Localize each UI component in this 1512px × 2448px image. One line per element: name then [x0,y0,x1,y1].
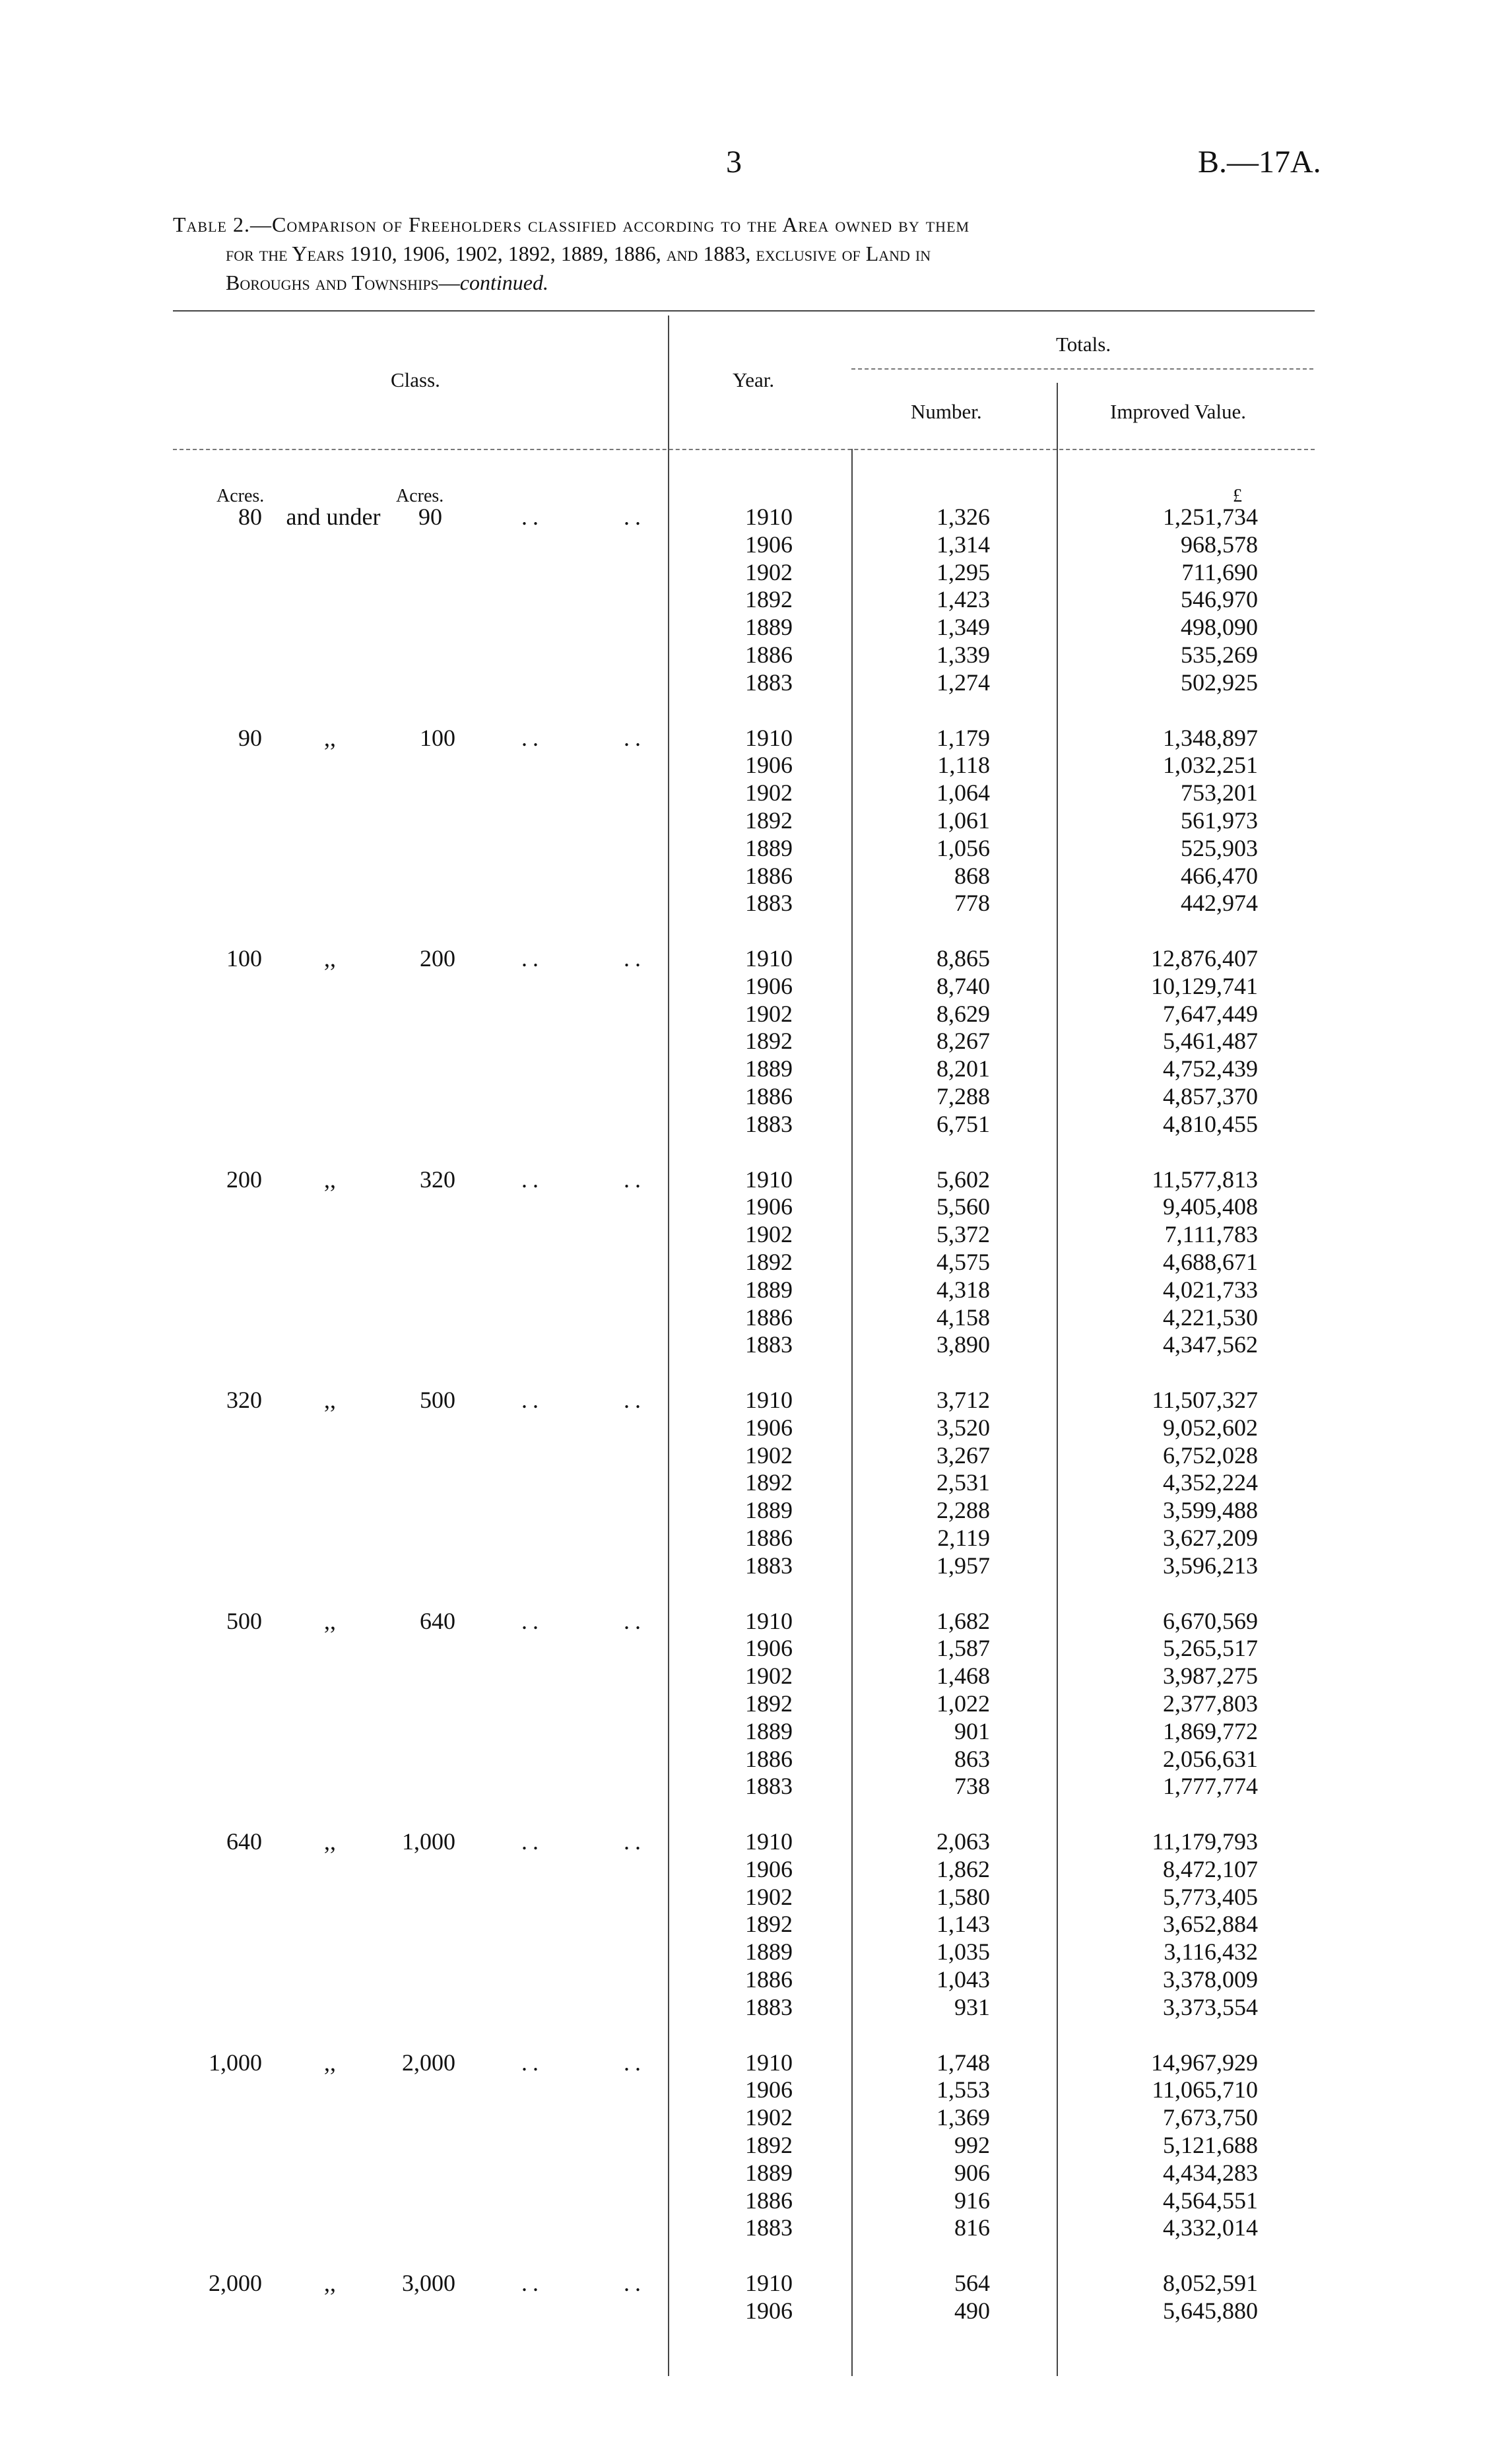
class-to: 100 [420,724,455,751]
number-cell: 1,179 [937,724,990,751]
year-cell: 1883 [745,1773,793,1800]
leader-dots: .. [624,1828,646,1855]
year-cell: 1889 [745,1055,793,1082]
year-cell: 1883 [745,1110,793,1137]
number-cell: 1,580 [937,1883,990,1910]
year-cell: 1886 [745,1083,793,1109]
number-cell: 1,274 [937,669,990,696]
improved-value-cell: 4,810,455 [1163,1110,1258,1137]
number-cell: 4,158 [937,1304,990,1331]
number-cell: 3,890 [937,1331,990,1358]
year-cell: 1910 [745,2270,793,2296]
improved-value-cell: 1,869,772 [1163,1717,1258,1744]
class-from: 100 [226,945,262,972]
year-cell: 1902 [745,2104,793,2131]
improved-value-cell: 4,857,370 [1163,1083,1258,1109]
year-cell: 1892 [745,2131,793,2158]
class-header: Class. [391,368,440,391]
number-cell: 738 [954,1773,990,1800]
year-cell: 1910 [745,504,793,530]
year-cell: 1889 [745,1497,793,1524]
improved-value-cell: 3,599,488 [1163,1497,1258,1524]
number-cell: 6,751 [937,1110,990,1137]
class-separator: ,, [324,1166,336,1193]
number-cell: 1,553 [937,2076,990,2103]
caption-continued: continued. [459,271,548,294]
improved-value-cell: 5,645,880 [1163,2297,1258,2324]
improved-value-cell: 3,652,884 [1163,1911,1258,1938]
leader-dots: .. [521,504,544,530]
improved-value-cell: 9,052,602 [1163,1414,1258,1441]
improved-value-cell: 4,332,014 [1163,2214,1258,2241]
caption-line-3 [173,268,1348,297]
year-cell: 1906 [745,1193,793,1220]
improved-value-cell: 2,377,803 [1163,1690,1258,1717]
class-from: 2,000 [209,2270,262,2296]
leader-dots: .. [521,1387,544,1413]
number-cell: 8,267 [937,1028,990,1055]
number-cell: 1,061 [937,807,990,834]
improved-value-cell: 12,876,407 [1151,945,1258,972]
year-cell: 1889 [745,2159,793,2186]
improved-value-cell: 9,405,408 [1163,1193,1258,1220]
class-separator: ,, [324,1828,336,1855]
improved-value-cell: 4,564,551 [1163,2187,1258,2214]
year-header: Year. [733,368,775,391]
number-cell: 4,318 [937,1276,990,1303]
improved-value-cell: 4,434,283 [1163,2159,1258,2186]
class-to: 200 [420,945,455,972]
table-caption [173,210,1348,297]
improved-value-cell: 502,925 [1181,669,1258,696]
year-cell: 1902 [745,1221,793,1248]
improved-value-cell: 5,773,405 [1163,1883,1258,1910]
improved-value-cell: 5,265,517 [1163,1635,1258,1662]
year-cell: 1883 [745,1552,793,1579]
improved-value-cell: 3,116,432 [1164,1938,1258,1966]
leader-dots: .. [624,945,646,972]
year-cell: 1883 [745,1331,793,1358]
number-header: Number. [911,400,982,423]
number-cell: 5,560 [937,1193,990,1220]
header-bottom-rule [173,449,1315,450]
number-cell: 1,035 [937,1938,990,1966]
number-cell: 5,602 [937,1166,990,1193]
improved-value-cell: 8,052,591 [1163,2270,1258,2296]
number-cell: 2,063 [937,1828,990,1855]
number-cell: 1,957 [937,1552,990,1579]
number-cell: 1,748 [937,2049,990,2076]
improved-value-cell: 5,121,688 [1163,2131,1258,2158]
year-cell: 1910 [745,1166,793,1193]
table-top-rule [173,310,1315,312]
number-cell: 3,520 [937,1414,990,1441]
year-cell: 1910 [745,2049,793,2076]
caption-line-1: Table 2.—Comparison of Freeholders classified according to the Area owned by them [173,213,970,236]
acres-unit-left: Acres. [216,486,265,506]
leader-dots: .. [624,1387,646,1413]
year-cell: 1886 [745,862,793,889]
improved-value-cell: 4,352,224 [1163,1469,1258,1496]
improved-value-cell: 561,973 [1181,807,1258,834]
number-cell: 1,118 [937,752,990,779]
leader-dots: .. [521,2049,544,2076]
number-cell: 906 [954,2159,990,2186]
class-to: 640 [420,1607,455,1634]
class-separator: ,, [324,2049,336,2076]
improved-value-cell: 968,578 [1181,531,1258,558]
year-cell: 1906 [745,1635,793,1662]
year-cell: 1889 [745,614,793,641]
year-cell: 1892 [745,1248,793,1275]
improved-value-cell: 4,752,439 [1163,1055,1258,1082]
class-from: 500 [226,1607,262,1634]
improved-value-cell: 7,647,449 [1163,1000,1258,1027]
class-separator: and under [286,504,381,530]
number-cell: 564 [954,2270,990,2296]
class-from: 320 [226,1387,262,1413]
year-cell: 1889 [745,1717,793,1744]
number-cell: 1,468 [937,1663,990,1690]
pound-unit: £ [1233,486,1242,506]
improved-value-cell: 6,752,028 [1163,1441,1258,1469]
year-cell: 1910 [745,1387,793,1413]
caption-line-2: for the Years 1910, 1906, 1902, 1892, 1889, 1886, and 1883, exclusive of Land in [226,242,931,265]
leader-dots: .. [521,1166,544,1193]
caption-line-3-prefix: Boroughs and Townships— [226,271,460,294]
leader-dots: .. [624,724,646,751]
year-cell: 1886 [745,1966,793,1993]
number-cell: 1,862 [937,1855,990,1882]
year-cell: 1910 [745,724,793,751]
number-cell: 4,575 [937,1248,990,1275]
number-cell: 8,629 [937,1000,990,1027]
year-cell: 1906 [745,2076,793,2103]
number-cell: 1,682 [937,1607,990,1634]
improved-value-cell: 3,378,009 [1163,1966,1258,1993]
year-cell: 1910 [745,1607,793,1634]
year-cell: 1886 [745,642,793,668]
number-cell: 816 [954,2214,990,2241]
improved-value-cell: 6,670,569 [1163,1607,1258,1634]
number-cell: 2,531 [937,1469,990,1496]
number-cell: 8,865 [937,945,990,972]
class-from: 1,000 [209,2049,262,2076]
class-to: 1,000 [402,1828,455,1855]
totals-underline [851,368,1313,370]
number-cell: 1,064 [937,779,990,807]
leader-dots: .. [521,945,544,972]
improved-value-cell: 466,470 [1181,862,1258,889]
year-cell: 1902 [745,779,793,807]
year-cell: 1892 [745,1911,793,1938]
number-cell: 1,043 [937,1966,990,1993]
improved-value-cell: 4,021,733 [1163,1276,1258,1303]
class-from: 640 [226,1828,262,1855]
class-separator: ,, [324,945,336,972]
number-cell: 2,288 [937,1497,990,1524]
year-cell: 1906 [745,972,793,999]
improved-value-cell: 498,090 [1181,614,1258,641]
number-cell: 901 [954,1717,990,1744]
improved-value-cell: 1,032,251 [1163,752,1258,779]
number-cell: 1,056 [937,834,990,861]
improved-value-cell: 2,056,631 [1163,1745,1258,1772]
number-cell: 992 [954,2131,990,2158]
year-cell: 1906 [745,531,793,558]
improved-value-cell: 546,970 [1181,586,1258,613]
year-cell: 1906 [745,752,793,779]
year-cell: 1906 [745,2297,793,2324]
class-to: 320 [420,1166,455,1193]
leader-dots: .. [521,724,544,751]
improved-value-cell: 14,967,929 [1151,2049,1258,2076]
class-from: 80 [238,504,262,530]
improved-value-cell: 11,577,813 [1152,1166,1258,1193]
year-cell: 1892 [745,807,793,834]
number-cell: 5,372 [937,1221,990,1248]
year-cell: 1902 [745,1000,793,1027]
number-cell: 490 [954,2297,990,2324]
number-cell: 1,587 [937,1635,990,1662]
year-number-divider [851,449,853,2376]
number-cell: 1,349 [937,614,990,641]
number-cell: 1,022 [937,1690,990,1717]
number-cell: 778 [954,890,990,917]
year-cell: 1892 [745,1028,793,1055]
year-cell: 1886 [745,2187,793,2214]
number-cell: 1,326 [937,504,990,530]
acres-unit-right: Acres. [396,486,444,506]
number-cell: 931 [954,1993,990,2020]
leader-dots: .. [624,504,646,530]
year-cell: 1892 [745,586,793,613]
improved-value-cell: 4,688,671 [1163,1248,1258,1275]
improved-value-header: Improved Value. [1110,400,1247,423]
number-cell: 916 [954,2187,990,2214]
number-cell: 8,740 [937,972,990,999]
leader-dots: .. [624,2270,646,2296]
year-cell: 1883 [745,1993,793,2020]
improved-value-cell: 3,373,554 [1163,1993,1258,2020]
year-cell: 1889 [745,1938,793,1966]
improved-value-cell: 4,347,562 [1163,1331,1258,1358]
class-from: 200 [226,1166,262,1193]
number-cell: 8,201 [937,1055,990,1082]
year-cell: 1889 [745,1276,793,1303]
class-separator: ,, [324,1607,336,1634]
totals-header: Totals. [1056,333,1111,356]
number-cell: 7,288 [937,1083,990,1109]
leader-dots: .. [624,1607,646,1634]
improved-value-cell: 7,673,750 [1163,2104,1258,2131]
improved-value-cell: 11,179,793 [1152,1828,1258,1855]
year-cell: 1910 [745,1828,793,1855]
class-separator: ,, [324,2270,336,2296]
leader-dots: .. [624,2049,646,2076]
number-cell: 3,267 [937,1441,990,1469]
improved-value-cell: 11,065,710 [1152,2076,1258,2103]
leader-dots: .. [521,1607,544,1634]
improved-value-cell: 753,201 [1181,779,1258,807]
improved-value-cell: 7,111,783 [1164,1221,1258,1248]
number-cell: 1,314 [937,531,990,558]
improved-value-cell: 4,221,530 [1163,1304,1258,1331]
number-cell: 1,369 [937,2104,990,2131]
number-cell: 1,339 [937,642,990,668]
year-cell: 1902 [745,1441,793,1469]
class-from: 90 [238,724,262,751]
year-cell: 1902 [745,1663,793,1690]
year-cell: 1883 [745,890,793,917]
year-cell: 1902 [745,558,793,585]
class-separator: ,, [324,724,336,751]
improved-value-cell: 1,251,734 [1163,504,1258,530]
class-to: 90 [418,504,442,530]
number-cell: 3,712 [937,1387,990,1413]
improved-value-cell: 5,461,487 [1163,1028,1258,1055]
number-cell: 863 [954,1745,990,1772]
number-cell: 1,423 [937,586,990,613]
improved-value-cell: 442,974 [1181,890,1258,917]
improved-value-cell: 11,507,327 [1152,1387,1258,1413]
number-cell: 868 [954,862,990,889]
improved-value-cell: 8,472,107 [1163,1855,1258,1882]
year-cell: 1910 [745,945,793,972]
class-to: 3,000 [402,2270,455,2296]
page-number: 3 [726,145,742,180]
improved-value-cell: 535,269 [1181,642,1258,668]
year-cell: 1883 [745,669,793,696]
document-reference: B.—17A. [1198,145,1321,180]
improved-value-cell: 3,596,213 [1163,1552,1258,1579]
improved-value-cell: 1,777,774 [1163,1773,1258,1800]
improved-value-cell: 525,903 [1181,834,1258,861]
leader-dots: .. [521,1828,544,1855]
improved-value-cell: 10,129,741 [1151,972,1258,999]
leader-dots: .. [624,1166,646,1193]
leader-dots: .. [521,2270,544,2296]
year-cell: 1892 [745,1690,793,1717]
improved-value-cell: 711,690 [1181,558,1258,585]
year-cell: 1902 [745,1883,793,1910]
class-to: 2,000 [402,2049,455,2076]
number-cell: 2,119 [937,1525,990,1551]
class-separator: ,, [324,1387,336,1413]
number-cell: 1,295 [937,558,990,585]
year-cell: 1886 [745,1745,793,1772]
class-year-divider [668,315,669,2376]
year-cell: 1892 [745,1469,793,1496]
improved-value-cell: 3,987,275 [1163,1663,1258,1690]
year-cell: 1886 [745,1525,793,1551]
improved-value-cell: 1,348,897 [1163,724,1258,751]
year-cell: 1906 [745,1414,793,1441]
year-cell: 1889 [745,834,793,861]
year-cell: 1906 [745,1855,793,1882]
year-cell: 1883 [745,2214,793,2241]
class-to: 500 [420,1387,455,1413]
improved-value-cell: 3,627,209 [1163,1525,1258,1551]
year-cell: 1886 [745,1304,793,1331]
number-cell: 1,143 [937,1911,990,1938]
